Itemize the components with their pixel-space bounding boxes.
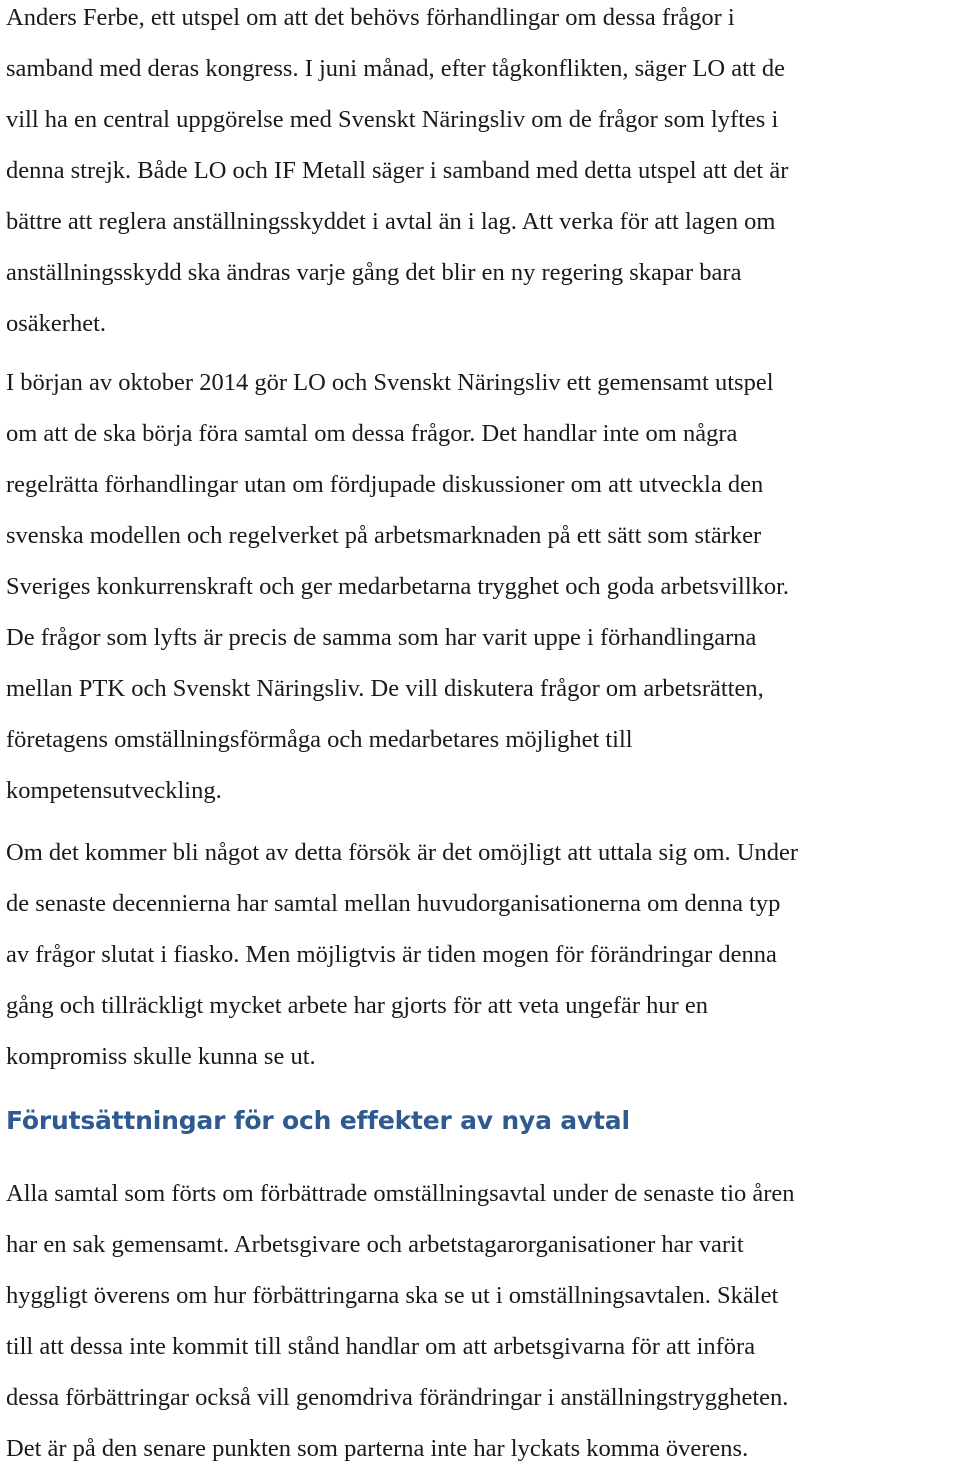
paragraph-line: denna strejk. Både LO och IF Metall säger i samband med detta utspel att det är: [6, 157, 789, 184]
paragraph-line: till att dessa inte kommit till stånd handlar om att arbetsgivarna för att införa: [6, 1333, 756, 1360]
paragraph-line: vill ha en central uppgörelse med Svenskt Näringsliv om de frågor som lyftes i: [6, 106, 779, 133]
paragraph-line: kompromiss skulle kunna se ut.: [6, 1043, 316, 1070]
paragraph-line: regelrätta förhandlingar utan om fördjupade diskussioner om att utveckla den: [6, 471, 764, 498]
paragraph-line: hyggligt överens om hur förbättringarna ska se ut i omställningsavtalen. Skälet: [6, 1282, 779, 1309]
paragraph-line: I början av oktober 2014 gör LO och Svenskt Näringsliv ett gemensamt utspel: [6, 369, 774, 396]
paragraph-line: Anders Ferbe, ett utspel om att det behövs förhandlingar om dessa frågor i: [6, 4, 735, 31]
paragraph-line: svenska modellen och regelverket på arbetsmarknaden på ett sätt som stärker: [6, 522, 762, 549]
paragraph-line: av frågor slutat i fiasko. Men möjligtvis är tiden mogen för förändringar denna: [6, 941, 777, 968]
paragraph-line: om att de ska börja föra samtal om dessa frågor. Det handlar inte om några: [6, 420, 738, 447]
section-heading: Förutsättningar för och effekter av nya avtal: [6, 1106, 630, 1135]
paragraph-3: [6, 827, 956, 1082]
paragraph-line: Sveriges konkurrenskraft och ger medarbetarna trygghet och goda arbetsvillkor.: [6, 573, 790, 600]
paragraph-line: Om det kommer bli något av detta försök är det omöjligt att uttala sig om. Under: [6, 839, 798, 866]
paragraph-line: Det är på den senare punkten som parterna inte har lyckats komma överens.: [6, 1435, 749, 1462]
paragraph-line: har en sak gemensamt. Arbetsgivare och arbetstagarorganisationer har varit: [6, 1231, 744, 1258]
paragraph-line: de senaste decennierna har samtal mellan huvudorganisationerna om denna typ: [6, 890, 781, 917]
paragraph-2: [6, 357, 956, 816]
paragraph-line: anställningsskydd ska ändras varje gång det blir en ny regering skapar bara: [6, 259, 742, 286]
paragraph-line: samband med deras kongress. I juni månad, efter tågkonflikten, säger LO att de: [6, 55, 785, 82]
paragraph-line: Alla samtal som förts om förbättrade omställningsavtal under de senaste tio åren: [6, 1180, 795, 1207]
paragraph-line: företagens omställningsförmåga och medarbetares möjlighet till: [6, 726, 633, 753]
paragraph-line: De frågor som lyfts är precis de samma som har varit uppe i förhandlingarna: [6, 624, 757, 651]
paragraph-line: bättre att reglera anställningsskyddet i avtal än i lag. Att verka för att lagen om: [6, 208, 776, 235]
paragraph-line: gång och tillräckligt mycket arbete har gjorts för att veta ungefär hur en: [6, 992, 709, 1019]
paragraph-1: [6, 0, 956, 349]
paragraph-line: mellan PTK och Svenskt Näringsliv. De vill diskutera frågor om arbetsrätten,: [6, 675, 764, 702]
paragraph-4: [6, 1168, 956, 1474]
paragraph-line: kompetensutveckling.: [6, 777, 222, 804]
paragraph-line: osäkerhet.: [6, 310, 106, 337]
paragraph-line: dessa förbättringar också vill genomdriva förändringar i anställningstryggheten.: [6, 1384, 789, 1411]
